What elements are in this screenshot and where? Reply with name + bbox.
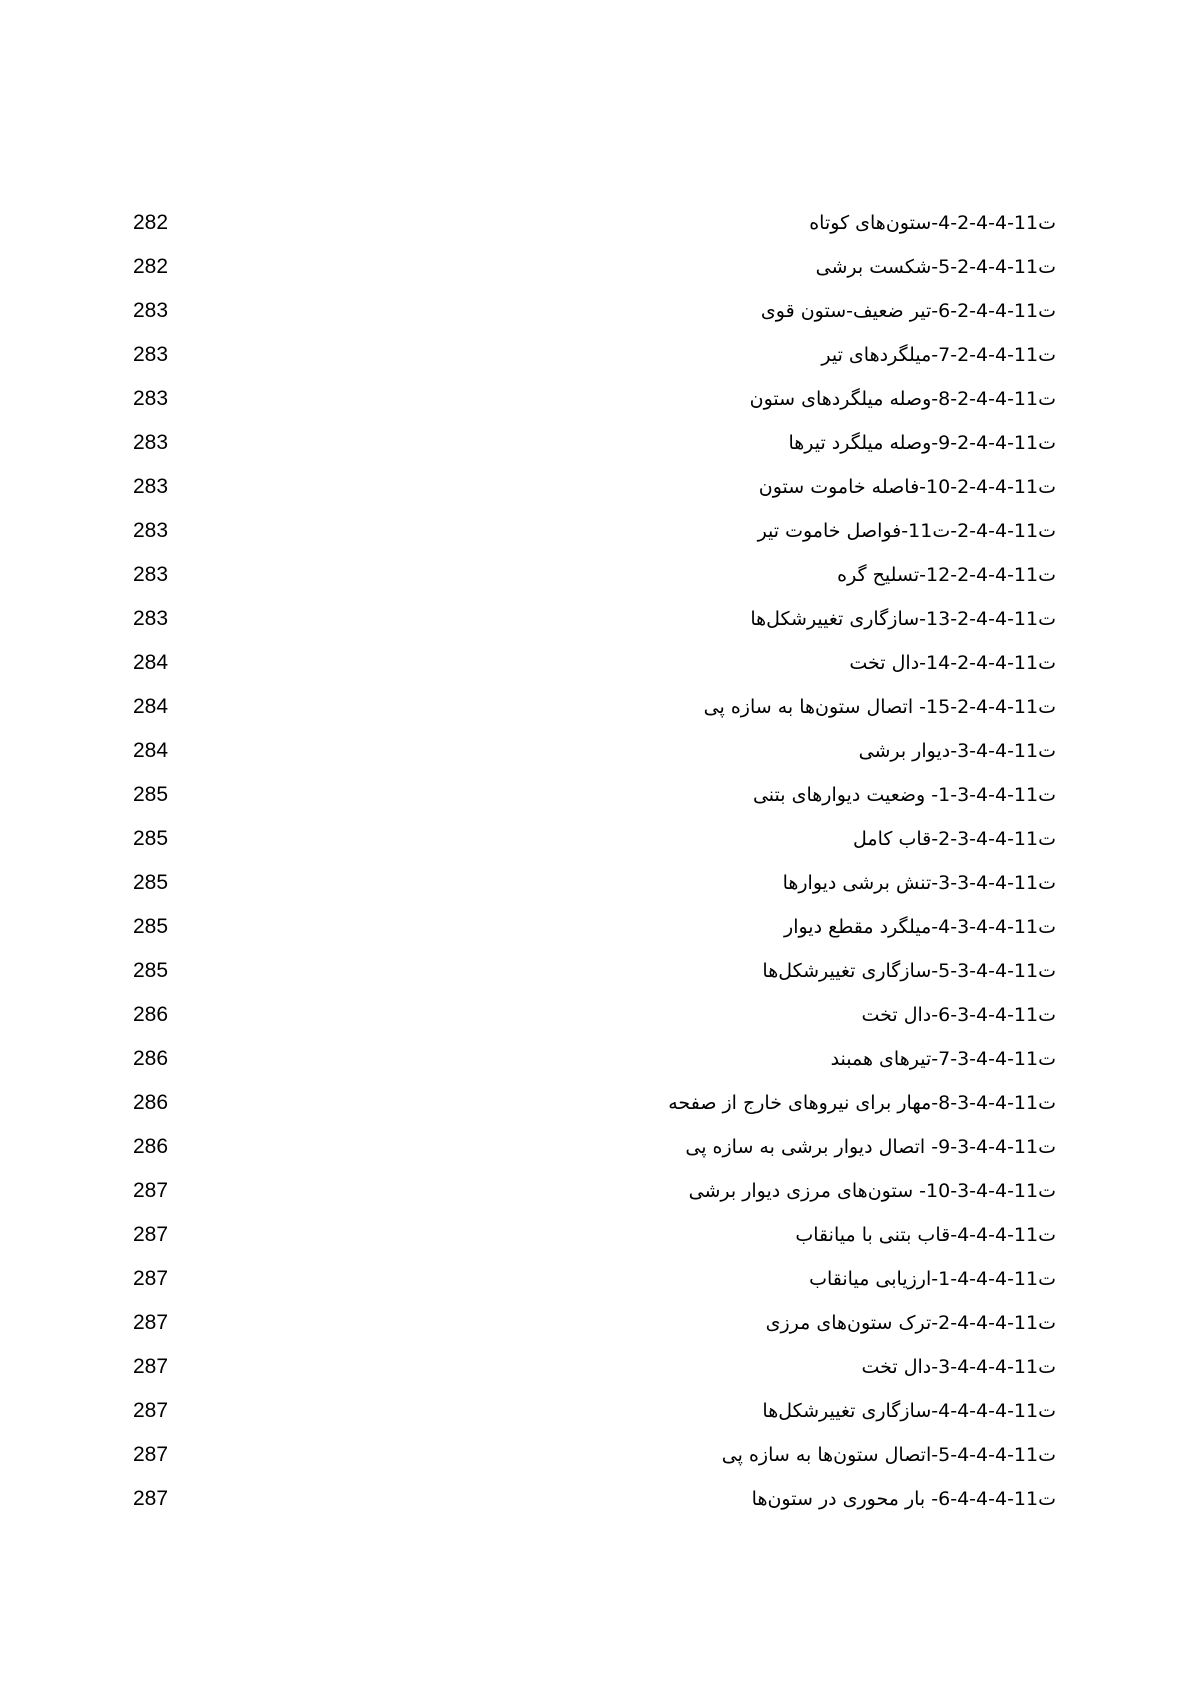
toc-entry-page-number: 283: [133, 475, 169, 498]
toc-entry-page-number: 287: [133, 1267, 169, 1290]
toc-entry-title: ت11-4-4-3-6-دال تخت: [861, 1004, 1056, 1026]
toc-entry-page-number: 283: [133, 431, 169, 454]
toc-entry: [0, 782, 1191, 826]
toc-entry-page-number: 286: [133, 1091, 169, 1114]
toc-entry-page-number: 285: [133, 871, 169, 894]
toc-entry-title: ت11-4-4-2-6-تیر ضعیف-ستون قوی: [760, 300, 1056, 322]
toc-entry: [0, 870, 1191, 914]
toc-entry-page-number: 286: [133, 1003, 169, 1026]
toc-entry: [0, 958, 1191, 1002]
toc-entry: [0, 430, 1191, 474]
toc-entry-title: ت11-4-4-4-قاب بتنی با میانقاب: [795, 1224, 1056, 1246]
toc-entry: [0, 1310, 1191, 1354]
toc-entry-page-number: 287: [133, 1487, 169, 1510]
toc-entry-page-number: 283: [133, 299, 169, 322]
toc-entry: [0, 474, 1191, 518]
toc-entry-title: ت11-4-4-3-9- اتصال دیوار برشی به سازه پی: [685, 1136, 1056, 1158]
toc-entry-title: ت11-4-4-2-15- اتصال ستون‌ها به سازه پی: [703, 696, 1056, 718]
toc-entry: [0, 386, 1191, 430]
toc-entry-page-number: 287: [133, 1311, 169, 1334]
toc-entry: [0, 1090, 1191, 1134]
toc-entry-page-number: 283: [133, 387, 169, 410]
toc-entry: [0, 826, 1191, 870]
toc-entry-title: ت11-4-4-4-6- بار محوری در ستون‌ها: [751, 1488, 1056, 1510]
toc-entry-title: ت11-4-4-2-12-تسلیح گره: [837, 564, 1056, 586]
toc-entry: [0, 606, 1191, 650]
toc-entry: [0, 1002, 1191, 1046]
toc-entry: [0, 1046, 1191, 1090]
toc-entry-page-number: 287: [133, 1443, 169, 1466]
toc-entry-page-number: 283: [133, 607, 169, 630]
toc-entry-page-number: 287: [133, 1179, 169, 1202]
toc-entry-page-number: 283: [133, 519, 169, 542]
toc-entry-title: ت11-4-4-2-ت11-فواصل خاموت تیر: [757, 520, 1056, 542]
toc-entry: [0, 254, 1191, 298]
toc-entry: [0, 562, 1191, 606]
toc-entry-page-number: 287: [133, 1399, 169, 1422]
toc-entry-title: ت11-4-4-3-10- ستون‌های مرزی دیوار برشی: [688, 1180, 1056, 1202]
toc-entry-page-number: 287: [133, 1223, 169, 1246]
toc-entry: [0, 1398, 1191, 1442]
toc-entry-page-number: 287: [133, 1355, 169, 1378]
toc-entry: [0, 738, 1191, 782]
toc-entry: [0, 1178, 1191, 1222]
toc-entry: [0, 694, 1191, 738]
toc-entry-page-number: 284: [133, 651, 169, 674]
toc-entry-page-number: 284: [133, 739, 169, 762]
toc-entry: [0, 298, 1191, 342]
toc-entry: [0, 914, 1191, 958]
toc-entry-title: ت11-4-4-2-10-فاصله خاموت ستون: [758, 476, 1056, 498]
toc-entry: [0, 518, 1191, 562]
toc-entry: [0, 1442, 1191, 1486]
toc-entry: [0, 1354, 1191, 1398]
toc-entry-title: ت11-4-4-3-2-قاب کامل: [853, 828, 1056, 850]
toc-entry-title: ت11-4-4-2-13-سازگاری تغییرشکل‌ها: [750, 608, 1056, 630]
toc-entry-title: ت11-4-4-3-3-تنش برشی دیوارها: [782, 872, 1056, 894]
toc-entry-title: ت11-4-4-4-3-دال تخت: [861, 1356, 1056, 1378]
toc-entry-title: ت11-4-4-3-1- وضعیت دیوارهای بتنی: [752, 784, 1056, 806]
toc-entry-title: ت11-4-4-2-9-وصله میلگرد تیرها: [788, 432, 1056, 454]
toc-entry-title: ت11-4-4-3-دیوار برشی: [858, 740, 1056, 762]
toc-entry-title: ت11-4-4-3-7-تیرهای همبند: [830, 1048, 1056, 1070]
toc-entry: [0, 1134, 1191, 1178]
toc-entry-page-number: 286: [133, 1047, 169, 1070]
toc-entry-page-number: 283: [133, 343, 169, 366]
toc-entry: [0, 1266, 1191, 1310]
toc-entry-title: ت11-4-4-2-8-وصله میلگردهای ستون: [749, 388, 1056, 410]
toc-entry: [0, 210, 1191, 254]
toc-entry-page-number: 282: [133, 255, 169, 278]
toc-entry-page-number: 282: [133, 211, 169, 234]
toc-entry-title: ت11-4-4-4-1-ارزیابی میانقاب: [809, 1268, 1056, 1290]
toc-entry: [0, 1486, 1191, 1530]
toc-entry-title: ت11-4-4-2-4-ستون‌های کوتاه: [809, 212, 1056, 234]
toc-entry-page-number: 285: [133, 915, 169, 938]
toc-entry-title: ت11-4-4-3-8-مهار برای نیروهای خارج از صفحه: [668, 1092, 1056, 1114]
toc-entry-title: ت11-4-4-2-7-میلگردهای تیر: [821, 344, 1056, 366]
toc-entry-title: ت11-4-4-4-4-سازگاری تغییرشکل‌ها: [762, 1400, 1056, 1422]
toc-entry-title: ت11-4-4-4-2-ترک ستون‌های مرزی: [765, 1312, 1056, 1334]
toc-entry-page-number: 285: [133, 827, 169, 850]
toc-entry-title: ت11-4-4-2-5-شکست برشی: [815, 256, 1056, 278]
toc-entry-title: ت11-4-4-4-5-اتصال ستون‌ها به سازه پی: [721, 1444, 1056, 1466]
toc-entry-page-number: 286: [133, 1135, 169, 1158]
table-of-contents: [0, 210, 1191, 1530]
toc-entry: [0, 650, 1191, 694]
toc-entry-title: ت11-4-4-3-5-سازگاری تغییرشکل‌ها: [762, 960, 1056, 982]
toc-entry-page-number: 285: [133, 783, 169, 806]
toc-entry: [0, 342, 1191, 386]
toc-entry-page-number: 283: [133, 563, 169, 586]
toc-entry-page-number: 285: [133, 959, 169, 982]
toc-entry-page-number: 284: [133, 695, 169, 718]
toc-entry-title: ت11-4-4-2-14-دال تخت: [849, 652, 1056, 674]
toc-entry: [0, 1222, 1191, 1266]
toc-entry-title: ت11-4-4-3-4-میلگرد مقطع دیوار: [784, 916, 1056, 938]
